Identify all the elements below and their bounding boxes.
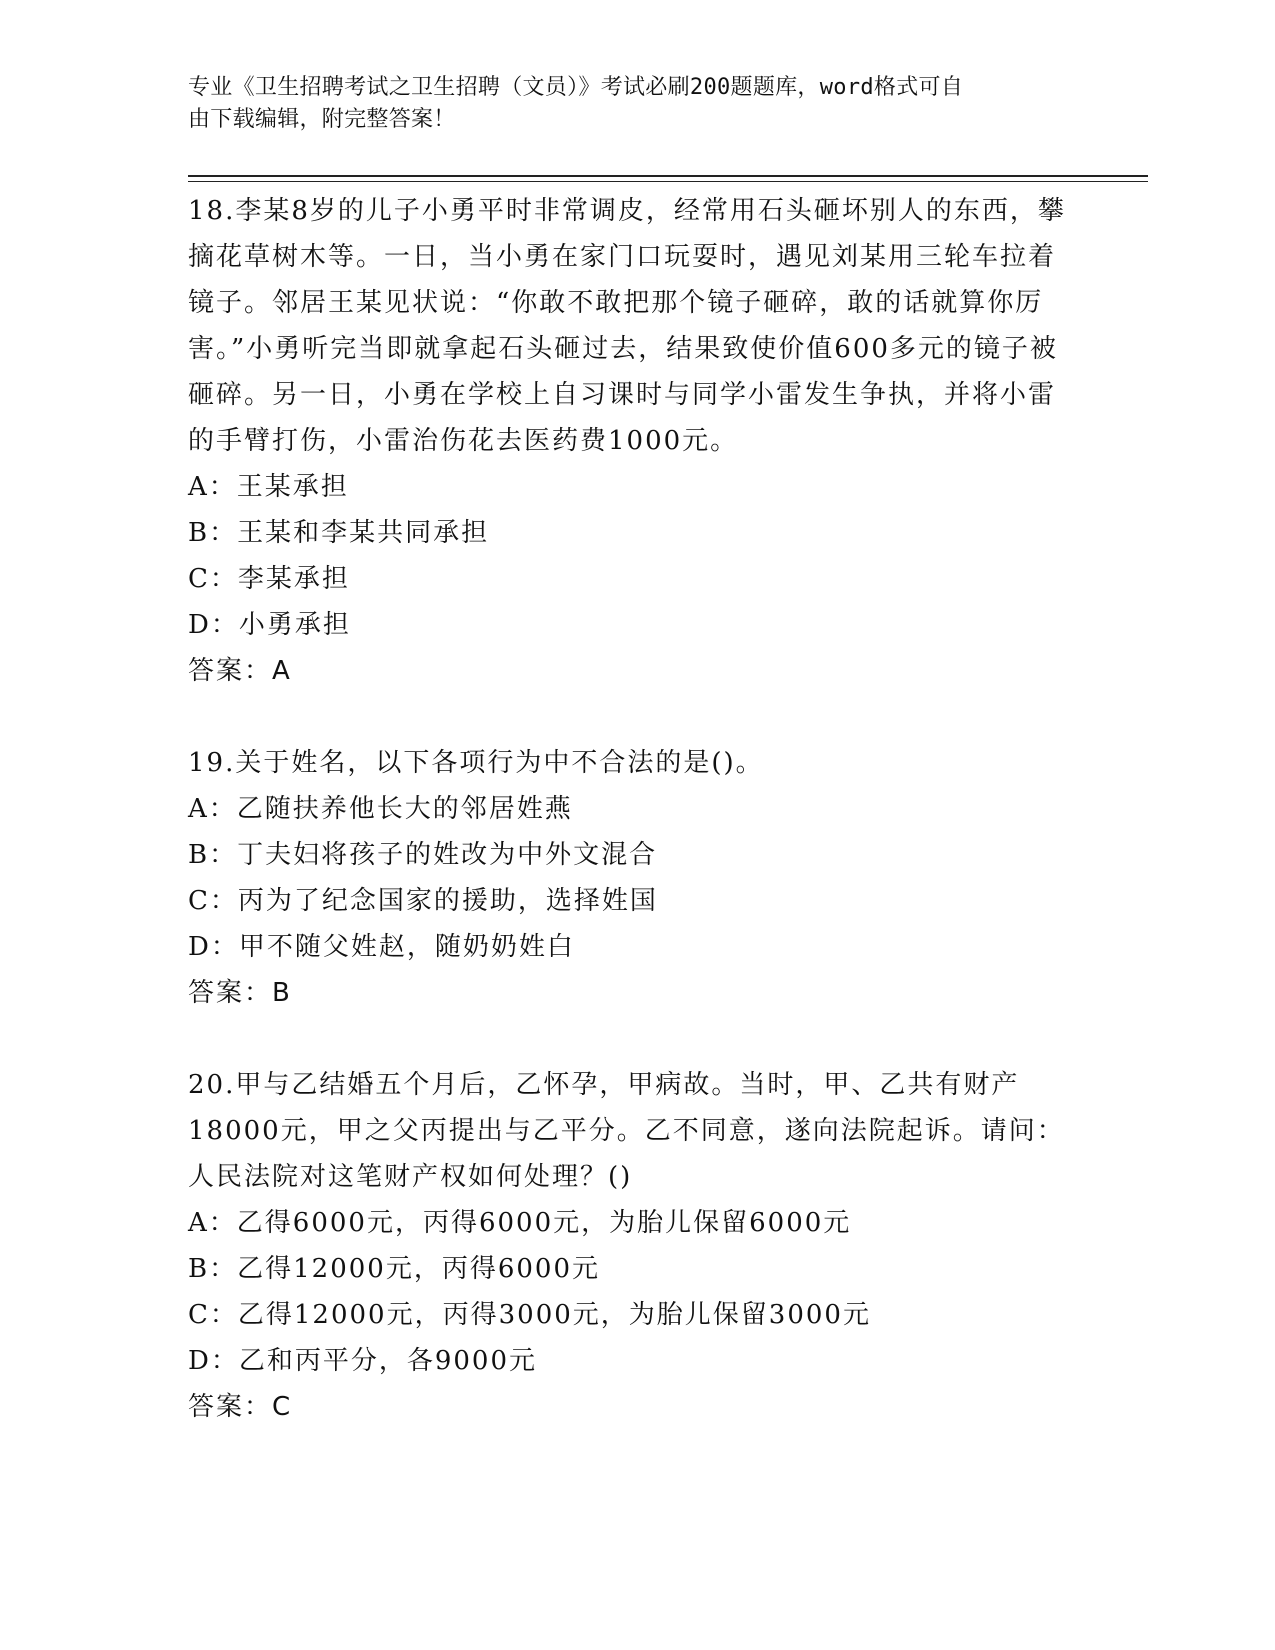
header-divider-thin [188, 181, 1148, 182]
document-header [188, 72, 1068, 136]
option-c: C：乙得12000元，丙得3000元，为胎儿保留3000元 [188, 1300, 871, 1330]
header-line-2: 由下载编辑，附完整答案！ [188, 107, 456, 132]
question-18 [188, 188, 1068, 694]
answer-key: 答案：B [188, 978, 292, 1008]
option-d: D：乙和丙平分，各9000元 [188, 1346, 538, 1376]
option-b: B：丁夫妇将孩子的姓改为中外文混合 [188, 840, 658, 870]
option-b: B：乙得12000元，丙得6000元 [188, 1254, 600, 1284]
header-line-1: 专业《卫生招聘考试之卫生招聘（文员）》考试必刷200题题库，word格式可自 [188, 75, 964, 100]
question-stem: 20.甲与乙结婚五个月后，乙怀孕，甲病故。当时，甲、乙共有财产18000元，甲之父丙提出与乙平分。乙不同意，遂向法院起诉。请问：人民法院对这笔财产权如何处理？() [188, 1070, 1065, 1192]
header-divider-thick [188, 175, 1148, 177]
question-stem: 18.李某8岁的儿子小勇平时非常调皮，经常用石头砸坏别人的东西，攀摘花草树木等。一日，当小勇在家门口玩耍时，遇见刘某用三轮车拉着镜子。邻居王某见状说：“你敢不敢把那个镜子砸碎，敢的话就算你厉害。”小勇听完当即就拿起石头砸过去，结果致使价值600多元的镜子被砸碎。另一日，小勇在学校上自习课时与同学小雷发生争执，并将小雷的手臂打伤，小雷治伤花去医药费1000元。 [188, 196, 1066, 456]
option-d: D：甲不随父姓赵，随奶奶姓白 [188, 932, 575, 962]
answer-key: 答案：A [188, 656, 292, 686]
question-20 [188, 1062, 1068, 1430]
option-d: D：小勇承担 [188, 610, 351, 640]
question-list [188, 188, 1068, 1476]
option-a: A：王某承担 [188, 472, 349, 502]
option-c: C：丙为了纪念国家的援助，选择姓国 [188, 886, 658, 916]
question-stem: 19.关于姓名，以下各项行为中不合法的是()。 [188, 748, 764, 778]
question-19 [188, 740, 1068, 1016]
answer-key: 答案：C [188, 1392, 293, 1422]
option-a: A：乙随扶养他长大的邻居姓燕 [188, 794, 573, 824]
option-c: C：李某承担 [188, 564, 350, 594]
option-a: A：乙得6000元，丙得6000元，为胎儿保留6000元 [188, 1208, 852, 1238]
option-b: B：王某和李某共同承担 [188, 518, 490, 548]
